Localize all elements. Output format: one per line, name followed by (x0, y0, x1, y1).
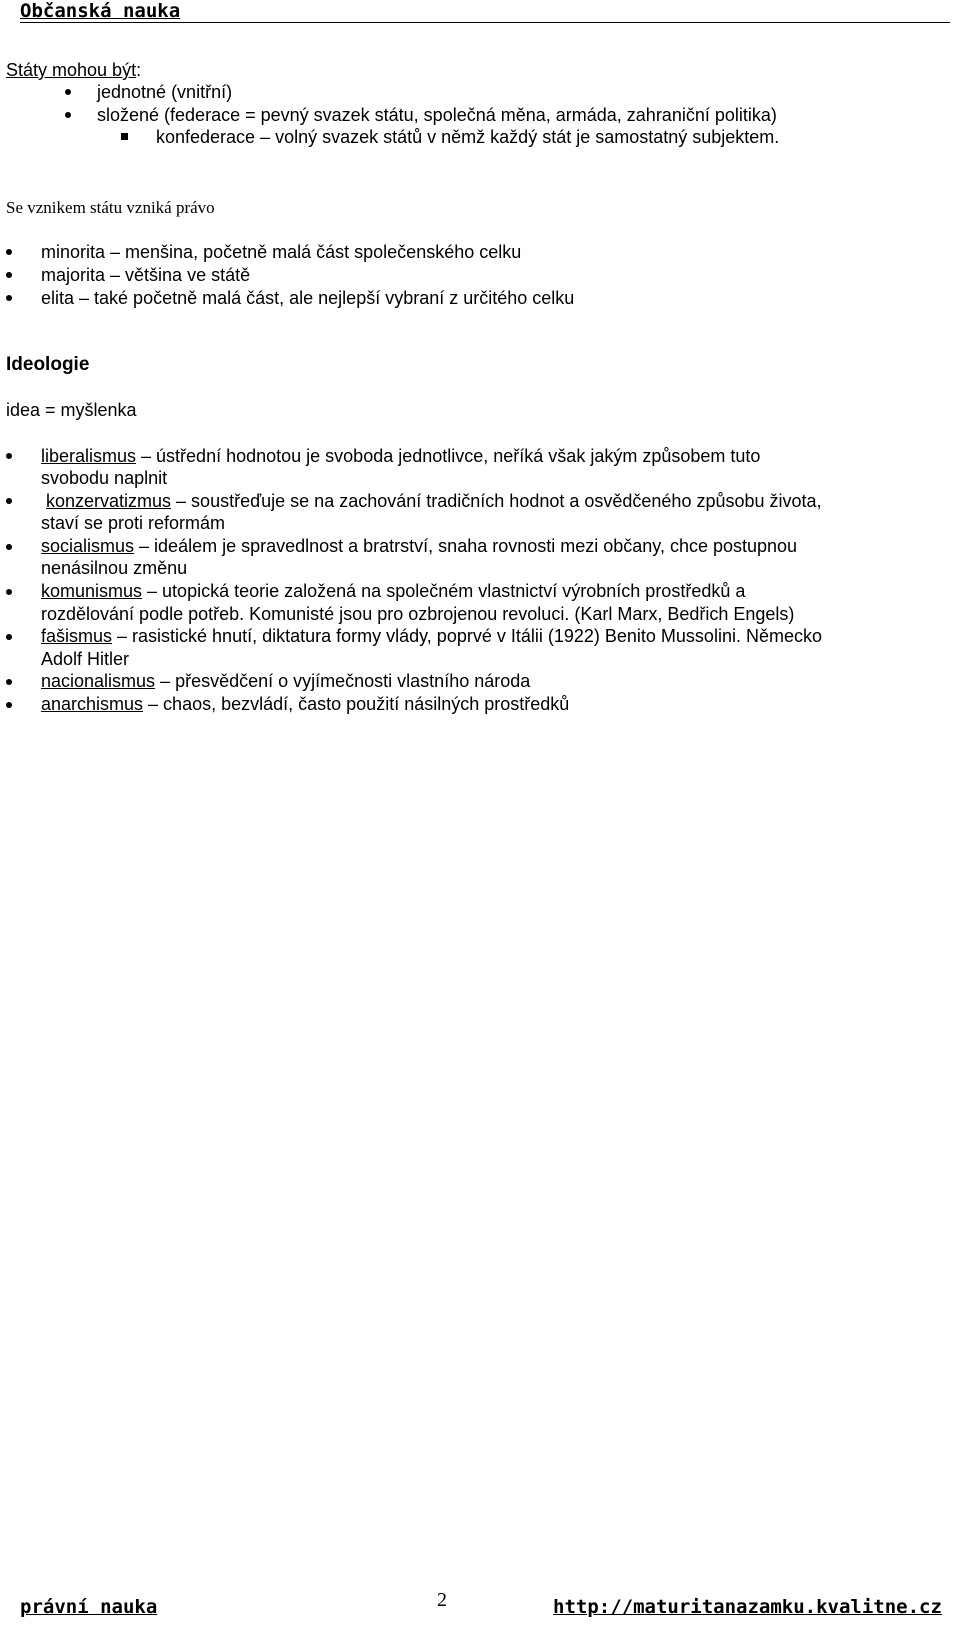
ideology-definition: idea = myšlenka (6, 400, 137, 420)
bullet-icon (6, 702, 12, 708)
states-heading-colon: : (136, 60, 142, 80)
term-nacionalismus: nacionalismus (41, 671, 156, 691)
bullet-icon (65, 89, 71, 95)
states-item: jednotné (vnitřní) (97, 82, 233, 102)
ideology-item-text: rozdělování podle potřeb. Komunisté jsou pro ozbrojenou revoluci. (Karl Marx, Bedřich Engels) (41, 604, 795, 624)
page-number: 2 (437, 1589, 447, 1611)
ideology-item-text: svobodu naplnit (41, 468, 168, 488)
ideology-item-line (41, 693, 569, 716)
bullet-icon (6, 679, 12, 685)
ideology-item-text: – ústřední hodnotou je svoboda jednotlivce, neříká však jakým způsobem tuto (136, 446, 761, 466)
bullet-icon (6, 453, 12, 459)
ideology-item-text: Adolf Hitler (41, 649, 130, 669)
term-komunismus: komunismus (41, 581, 143, 601)
law-item: minorita – menšina, početně malá část společenského celku (41, 242, 522, 262)
ideology-item-text: – ideálem je spravedlnost a bratrství, snaha rovnosti mezi občany, chce postupnou (134, 536, 798, 556)
ideology-item-line (46, 490, 822, 513)
law-item: majorita – většina ve státě (41, 265, 251, 285)
ideology-item-line (41, 535, 797, 558)
ideology-item-line (41, 625, 822, 648)
ideology-item-line (41, 580, 745, 603)
term-konzervatizmus: konzervatizmus (46, 491, 172, 511)
states-heading-line (6, 59, 141, 82)
bullet-icon (6, 295, 12, 301)
footer-left-label: právní nauka (20, 1596, 158, 1618)
term-fasismus: fašismus (41, 626, 113, 646)
states-subitem: konfederace – volný svazek států v němž každý stát je samostatný subjektem. (156, 127, 780, 147)
ideology-item-line (41, 670, 530, 693)
bullet-icon (6, 249, 12, 255)
law-item: elita – také početně malá část, ale nejlepší vybraní z určitého celku (41, 288, 575, 308)
ideology-item-line (41, 445, 760, 468)
bullet-icon (6, 544, 12, 550)
bullet-icon (6, 272, 12, 278)
term-anarchismus: anarchismus (41, 694, 144, 714)
footer-url: http://maturitanazamku.kvalitne.cz (553, 1596, 942, 1618)
header-title: Občanská nauka (20, 0, 181, 22)
ideology-item-text: nenásilnou změnu (41, 558, 188, 578)
bullet-icon (6, 589, 12, 595)
term-liberalismus: liberalismus (41, 446, 137, 466)
bullet-icon (6, 634, 12, 640)
ideology-item-text: staví se proti reformám (41, 513, 226, 533)
states-item: složené (federace = pevný svazek státu, společná měna, armáda, zahraniční politika) (97, 105, 777, 125)
bullet-icon (6, 498, 12, 504)
term-socialismus: socialismus (41, 536, 135, 556)
ideology-item-text: – rasistické hnutí, diktatura formy vlády, poprvé v Itálii (1922) Benito Mussolini. Německo (112, 626, 822, 646)
bullet-icon (65, 112, 71, 118)
ideology-item-text: – soustřeďuje se na zachování tradičních hodnot a osvědčeného způsobu života, (171, 491, 822, 511)
law-heading: Se vznikem státu vzniká právo (6, 198, 215, 217)
page-header (20, 0, 950, 23)
ideology-heading: Ideologie (6, 354, 90, 375)
ideology-item-text: – chaos, bezvládí, často použití násilných prostředků (143, 694, 570, 714)
ideology-item-text: – přesvědčení o vyjímečnosti vlastního národa (155, 671, 531, 691)
square-bullet-icon (121, 133, 128, 140)
states-heading: Státy mohou být (6, 60, 137, 80)
ideology-item-text: – utopická teorie založená na společném vlastnictví výrobních prostředků a (142, 581, 746, 601)
